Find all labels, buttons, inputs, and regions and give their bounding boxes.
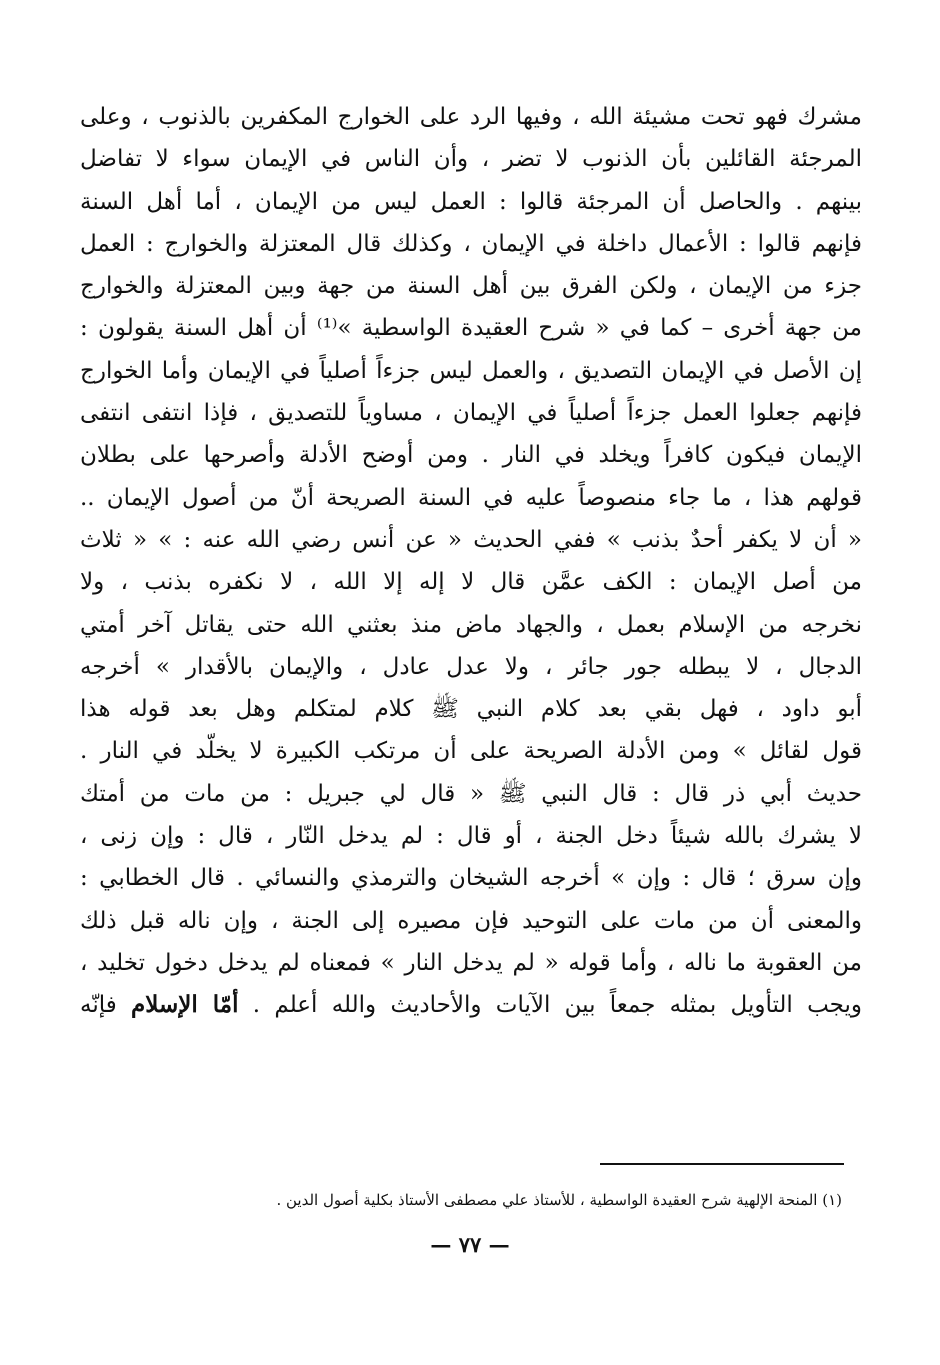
footnote-separator: [600, 1163, 844, 1165]
text-line: من جهة أخرى – كما في « شرح العقيدة الواسطية »⁽¹⁾ أن أهل السنة يقولون :: [80, 315, 862, 342]
text-line: من العقوبة ما ناله ، وأما قوله « لم يدخل النار » فمعناه لم يدخل دخول تخليد ،: [80, 949, 862, 976]
last-line-plain: ويجب التأويل بمثله جمعاً بين الآيات والأحاديث والله أعلم .: [252, 992, 862, 1019]
text-line: حديث أبي ذر قال : قال النبي ﷺ « قال لي جبريل : من مات من أمتك: [80, 780, 862, 807]
text-line: من أصل الإيمان : الكف عمَّن قال لا إله إلا الله ، لا نكفره بذنب ، ولا: [80, 569, 862, 596]
text-line: جزء من الإيمان ، ولكن الفرق بين أهل السنة من جهة وبين المعتزلة والخوارج: [80, 273, 862, 300]
last-line-bold-heading: أمّا الإسلام: [131, 991, 239, 1019]
text-line: « أن لا يكفر أحدٌ بذنب » ففي الحديث « عن أنس رضي الله عنه : » « ثلاث: [80, 526, 862, 553]
text-line: أبو داود ، فهل بقي بعد كلام النبي ﷺ كلام لمتكلم وهل بعد قوله هذا: [80, 696, 862, 723]
text-line: نخرجه من الإسلام بعمل ، والجهاد ماض منذ بعثني الله حتى يقاتل آخر أمتي: [80, 611, 862, 638]
text-line: فإنهم جعلوا العمل جزءاً أصلياً في الإيمان ، مساوياً للتصديق ، فإذا انتفى انتفى: [80, 400, 862, 427]
text-line: قول لقائل » ومن الأدلة الصريحة على أن مرتكب الكبيرة لا يخلّد في النار .: [80, 738, 862, 765]
text-line: لا يشرك بالله شيئاً دخل الجنة ، أو قال : لم يدخل النّار ، قال : وإن زنى ،: [80, 823, 862, 850]
main-text-block: [80, 96, 862, 1027]
text-line: والمعنى أن من مات على التوحيد فإن مصيره إلى الجنة ، وإن ناله قبل ذلك: [80, 907, 862, 934]
text-line: فإنهم قالوا : الأعمال داخلة في الإيمان ، وكذلك قال المعتزلة والخوارج : العمل: [80, 230, 862, 257]
footnote: (١) المنحة الإلهية شرح العقيدة الواسطية ، للأستاذ علي مصطفى الأستاذ بكلية أصول الدين .: [276, 1191, 842, 1209]
text-line-last: [80, 984, 862, 1026]
last-line-tail: فإنّه: [80, 992, 117, 1019]
text-line: بينهم . والحاصل أن المرجئة قالوا : العمل ليس من الإيمان ، أما أهل السنة: [80, 188, 862, 215]
text-line: الدجال ، لا يبطله جور جائر ، ولا عدل عادل ، والإيمان بالأقدار » أخرجه: [80, 653, 862, 680]
text-line: قولهم هذا ، ما جاء منصوصاً عليه في السنة الصريحة أنّ من أصول الإيمان ..: [80, 484, 862, 511]
page-number: — ٧٧ —: [430, 1232, 510, 1257]
text-line: وإن سرق ؛ قال : وإن » أخرجه الشيخان والترمذي والنسائي . قال الخطابي :: [80, 865, 862, 892]
text-line: إن الأصل في الإيمان التصديق ، والعمل ليس جزءاً أصلياً في الإيمان وأما الخوارج: [80, 357, 862, 384]
text-line: المرجئة القائلين بأن الذنوب لا تضر ، وأن الناس في الإيمان سواء لا تفاضل: [80, 146, 862, 173]
text-line: مشرك فهو تحت مشيئة الله ، وفيها الرد على الخوارج المكفرين بالذنوب ، وعلى: [80, 104, 862, 130]
text-line: الإيمان فيكون كافراً ويخلد في النار . ومن أوضح الأدلة وأصرحها على بطلان: [80, 442, 862, 469]
